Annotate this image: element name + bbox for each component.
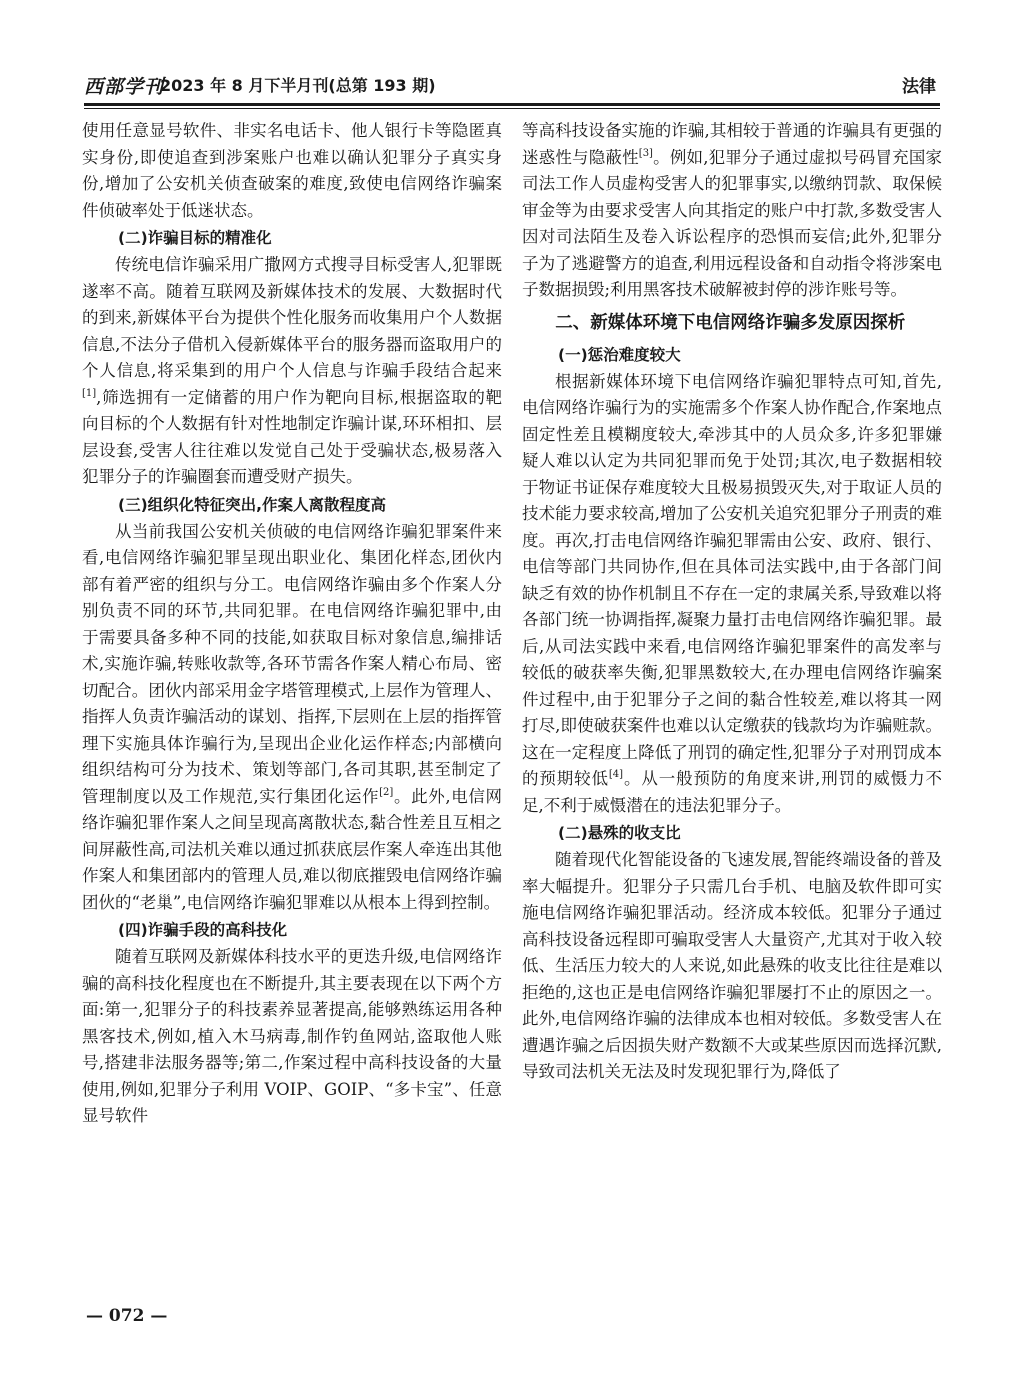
section-name: 法律: [902, 77, 936, 97]
paragraph: 使用任意显号软件、非实名电话卡、他人银行卡等隐匿真实身份,即使追查到涉案账户也难以确认犯罪分子真实身份,增加了公安机关侦查破案的难度,致使电信网络诈骗案件侦破率处于低迷状态。: [82, 121, 502, 220]
paragraph: 等高科技设备实施的诈骗,其相较于普通的诈骗具有更强的迷惑性与隐蔽性[3]。例如,犯罪分子通过虚拟号码冒充国家司法工作人员虚构受害人的犯罪事实,以缴纳罚款、取保候审金等为由要求受害人向其指定的账户中打款,多数受害人因对司法陌生及卷入诉讼程序的恐惧而妄信;此外,犯罪分子为了逃避警方的追查,利用远程设备和自动指令将涉案电子数据损毁;利用黑客技术破解被封停的涉诈账号等。: [522, 121, 943, 299]
paragraph: 从当前我国公安机关侦破的电信网络诈骗犯罪案件来看,电信网络诈骗犯罪呈现出职业化、集团化样态,团伙内部有着严密的组织与分工。电信网络诈骗由多个作案人分别负责不同的环节,共同犯罪。在电信网络诈骗犯罪中,由于需要具备多种不同的技能,如获取目标对象信息,编排话术,实施诈骗,转账收款等,各环节需各作案人精心布局、密切配合。团伙内部采用金字塔管理模式,上层作为管理人、指挥人负责诈骗活动的谋划、指挥,下层则在上层的指挥管理下实施具体诈骗行为,呈现出企业化运作样态;内部横向组织结构可分为技术、策划等部门,各司其职,甚至制定了管理制度以及工作规范,实行集团化运作[2]。此外,电信网络诈骗犯罪作案人之间呈现高离散状态,黏合性差且互相之间屏蔽性高,司法机关难以通过抓获底层作案人牵连出其他作案人和集团部内的管理人员,难以彻底摧毁电信网络诈骗团伙的“老巢”,电信网络诈骗犯罪难以从根本上得到控制。: [82, 521, 503, 912]
subsection-heading: (二)诈骗目标的精准化: [118, 229, 272, 247]
issue-info: 2023 年 8 月下半月刊(总第 193 期): [160, 76, 436, 95]
page-number: — 072 —: [86, 1306, 168, 1326]
left-column: [82, 118, 502, 1130]
section-heading: 二、新媒体环境下电信网络诈骗多发原因探析: [555, 312, 906, 333]
header-rule: [84, 103, 940, 106]
subsection-heading: (一)惩治难度较大: [558, 345, 681, 364]
paragraph: 随着现代化智能设备的飞速发展,智能终端设备的普及率大幅提升。犯罪分子只需几台手机、电脑及软件即可实施电信网络诈骗犯罪活动。经济成本较低。犯罪分子通过高科技设备远程即可骗取受害人大量资产,尤其对于收入较低、生活压力较大的人来说,如此悬殊的收支比往往是难以拒绝的,这也正是电信网络诈骗犯罪屡打不止的原因之一。此外,电信网络诈骗的法律成本也相对较低。多数受害人在遭遇诈骗之后因损失财产数额不大或某些原因而选择沉默,导致司法机关无法及时发现犯罪行为,降低了: [522, 850, 942, 1081]
paragraph: 随着互联网及新媒体科技水平的更迭升级,电信网络诈骗的高科技化程度也在不断提升,其主要表现在以下两个方面:第一,犯罪分子的科技素养显著提高,能够熟练运用各种黑客技术,例如,植入木马病毒,制作钓鱼网站,盗取他人账号,搭建非法服务器等;第二,作案过程中高科技设备的大量使用,例如,犯罪分子利用 VOIP、GOIP、“多卡宝”、任意显号软件: [82, 947, 502, 1125]
citation: [2]: [379, 786, 394, 798]
citation: [3]: [638, 147, 653, 159]
subsection-heading: (三)组织化特征突出,作案人离散程度高: [118, 495, 387, 514]
header-rule-thin: [84, 108, 940, 109]
right-column: [522, 118, 942, 1086]
paragraph: 传统电信诈骗采用广撒网方式搜寻目标受害人,犯罪既遂率不高。随着互联网及新媒体技术的发展、大数据时代的到来,新媒体平台为提供个性化服务而收集用户个人数据信息,不法分子借机入侵新媒体平台的服务器而盗取用户的个人信息,将采集到的用户个人信息与诈骗手段结合起来[1],筛选拥有一定储蓄的用户作为靶向目标,根据盗取的靶向目标的个人数据有针对性地制定诈骗计谋,环环相扣、层层设套,受害人往往难以发觉自己处于受骗状态,极易落入犯罪分子的诈骗圈套而遭受财产损失。: [82, 255, 502, 486]
subsection-heading: (二)悬殊的收支比: [558, 824, 681, 842]
citation: [1]: [82, 387, 97, 399]
subsection-heading: (四)诈骗手段的高科技化: [118, 921, 288, 939]
journal-logo: 西部学刊: [84, 76, 165, 98]
paragraph: 根据新媒体环境下电信网络诈骗犯罪特点可知,首先,电信网络诈骗行为的实施需多个作案人协作配合,作案地点固定性差且模糊度较大,牵涉其中的人员众多,许多犯罪嫌疑人难以认定为共同犯罪而免于处罚;其次,电子数据相较于物证书证保存难度较大且极易损毁灭失,对于取证人员的技术能力要求较高,增加了公安机关追究犯罪分子刑责的难度。再次,打击电信网络诈骗犯罪需由公安、政府、银行、电信等部门共同协作,但在具体司法实践中,由于各部门间缺乏有效的协作机制且不存在一定的隶属关系,导致难以将各部门统一协调指挥,凝聚力量打击电信网络诈骗犯罪。最后,从司法实践中来看,电信网络诈骗犯罪案件的高发率与较低的破获率失衡,犯罪黑数较大,在办理电信网络诈骗案件过程中,由于犯罪分子之间的黏合性较差,难以将其一网打尽,即使破获案件也难以认定缴获的钱款均为诈骗赃款。这在一定程度上降低了刑罚的确定性,犯罪分子对刑罚成本的预期较低[4]。从一般预防的角度来讲,刑罚的威慑力不足,不利于威慑潜在的违法犯罪分子。: [522, 371, 943, 815]
citation: [4]: [608, 769, 624, 780]
page-header: [84, 68, 940, 104]
